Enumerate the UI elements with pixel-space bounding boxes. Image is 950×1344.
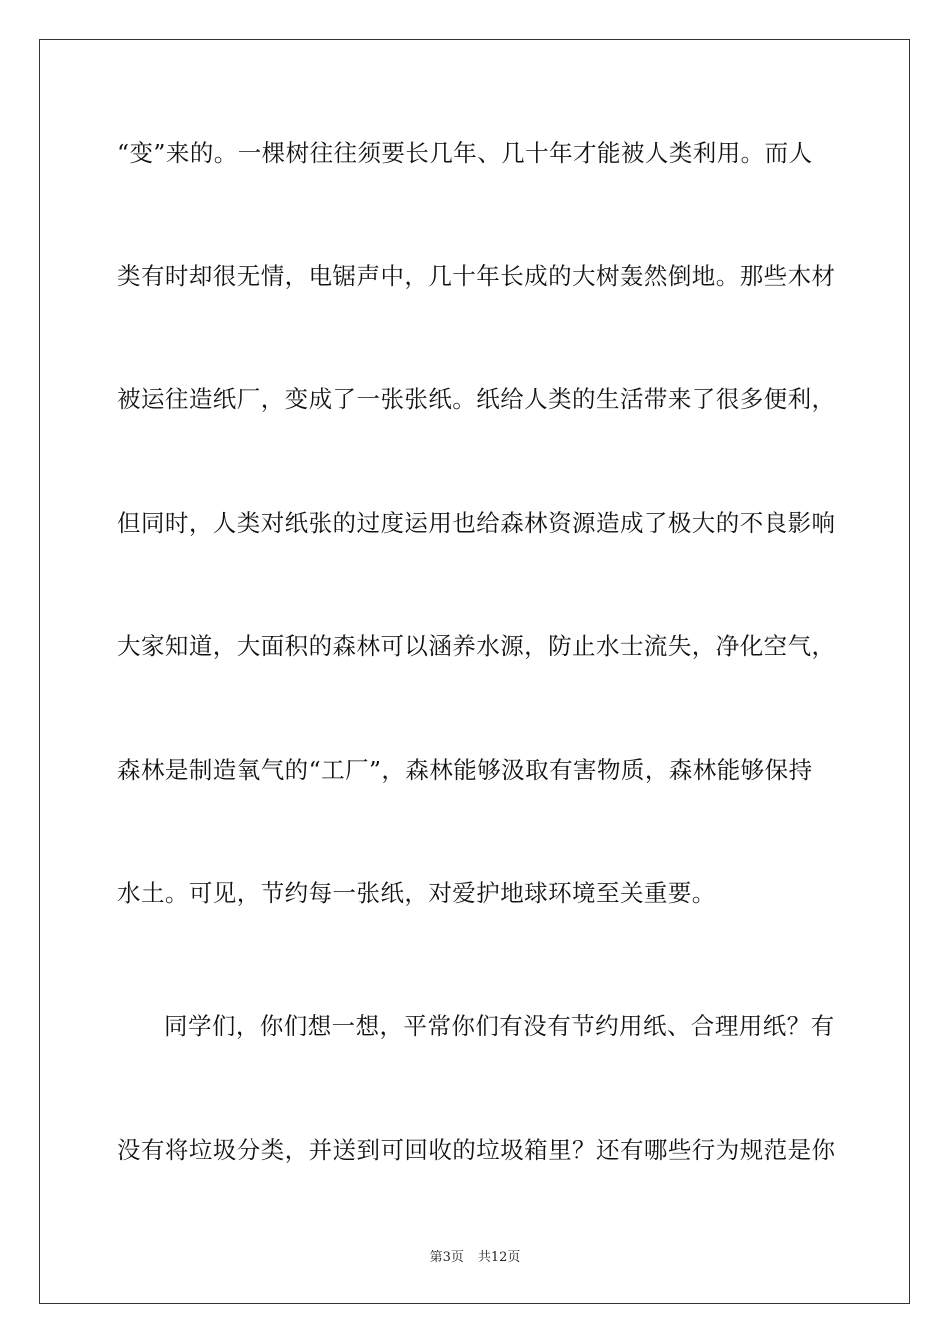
paragraph-line-9: 没有将垃圾分类，并送到可回收的垃圾箱里？还有哪些行为规范是你 — [117, 1136, 836, 1164]
paragraph-line-2: 类有时却很无情，电锯声中，几十年长成的大树轰然倒地。那些木材 — [117, 262, 836, 290]
page-footer — [0, 1249, 950, 1267]
paragraph-line-6: 森林是制造氧气的“工厂”，森林能够汲取有害物质，森林能够保持 — [117, 756, 813, 784]
page-number: 第3页 — [429, 1250, 464, 1265]
paragraph-line-7: 水土。可见，节约每一张纸，对爱护地球环境至关重要。 — [117, 879, 716, 907]
paragraph-line-5: 大家知道，大面积的森林可以涵养水源，防止水士流失，净化空气， — [117, 632, 836, 660]
paragraph-line-1: “变”来的。一棵树往往须要长几年、几十年才能被人类利用。而人 — [117, 139, 813, 167]
paragraph-line-3: 被运往造纸厂，变成了一张张纸。纸给人类的生活带来了很多便利， — [117, 385, 836, 413]
page-total: 共12页 — [477, 1250, 521, 1265]
page-border — [39, 39, 910, 1304]
paragraph-line-4: 但同时，人类对纸张的过度运用也给森林资源造成了极大的不良影响 — [117, 509, 836, 537]
paragraph-line-8: 同学们，你们想一想，平常你们有没有节约用纸、合理用纸？有 — [164, 1012, 835, 1040]
